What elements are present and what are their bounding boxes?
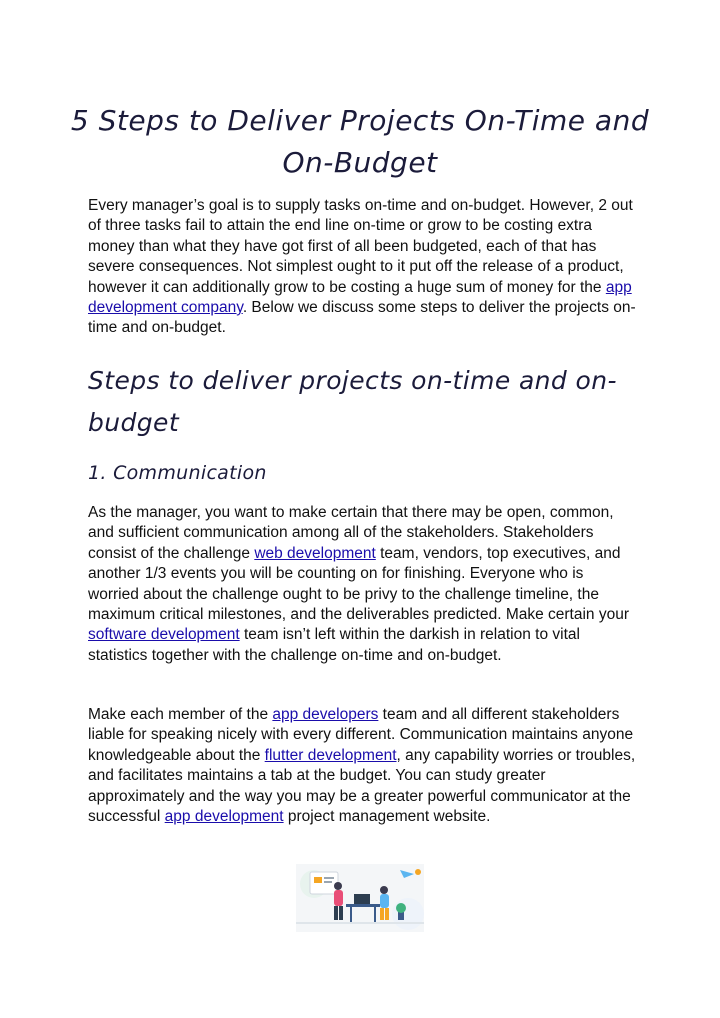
para2-text-3: , any capability worries or troubles, and facilitates maintains a tab at the budget. You can study greater approximately and the way you may be a greater powerful communicator at the successful (88, 746, 636, 826)
para2-text-1: Make each member of the (88, 706, 273, 723)
link-app-developers[interactable]: app developers (272, 706, 379, 723)
section-heading: Steps to deliver projects on-time and on-budget (88, 366, 617, 437)
communication-paragraph-2 (88, 705, 636, 827)
para1-text-2: team, vendors, top executives, and another 1/3 events you will be counting on for finishing. Everyone who is worried about the challenge ought to be privy to the challenge timeline, the maximum critical milestones, and the deliverables predicted. Make certain your (88, 544, 630, 624)
link-software-development[interactable]: software development (88, 626, 240, 644)
link-app-development[interactable]: app development (164, 808, 284, 826)
link-app-development-company[interactable]: app development company (88, 278, 632, 317)
intro-text-1: Every manager’s goal is to supply tasks on-time and on-budget. However, 2 out of three tasks fail to attain the end line on-time or grow to be costing extra money than what they have got first of all been budgeted, each of that has severe consequences. Not simplest ought to it put off the release of a product, however it can additionally grow to be costing a huge sum of money for the (88, 197, 633, 296)
para1-text-3: team isn’t left within the darkish in relation to vital statistics together with the challenge on-time and on-budget. (88, 626, 580, 664)
para2-text-2: team and all different stakeholders liable for speaking nicely with every different. Communication maintains anyone knowledgeable about the (88, 706, 634, 764)
team-illustration-image (296, 864, 424, 932)
para2-text-4: project management website. (283, 808, 491, 826)
para1-text-1: As the manager, you want to make certain that there may be open, common, and sufficient communication among all of the stakeholders. Stakeholders consist of the challenge (88, 504, 614, 562)
document-title: 5 Steps to Deliver Projects On-Time and On-Budget (70, 104, 650, 179)
subheading-communication: 1. Communication (88, 462, 267, 484)
link-web-development[interactable]: web development (254, 544, 376, 562)
communication-paragraph-1 (88, 503, 636, 666)
link-flutter-development[interactable]: flutter development (264, 746, 397, 764)
intro-text-2: . Below we discuss some steps to deliver the projects on-time and on-budget. (88, 299, 636, 337)
intro-paragraph (88, 196, 636, 339)
